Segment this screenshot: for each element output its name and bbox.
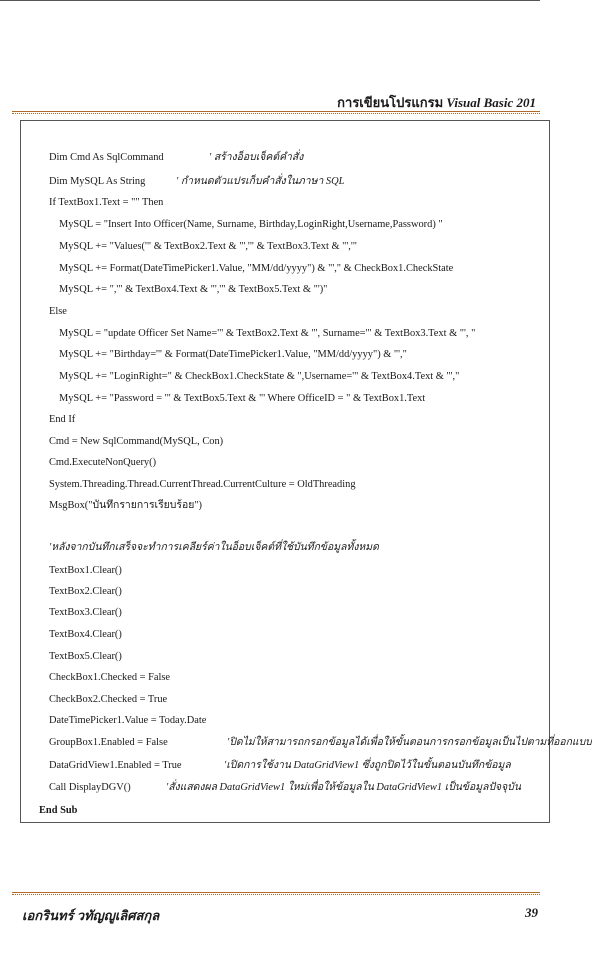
code-line xyxy=(59,348,407,362)
code-text: Else xyxy=(49,306,67,317)
code-text: End Sub xyxy=(39,805,78,816)
code-line xyxy=(59,262,453,276)
code-line xyxy=(39,804,77,818)
footer-divider xyxy=(12,892,540,895)
code-text: TextBox1.Clear() xyxy=(49,565,122,576)
header-divider xyxy=(12,111,540,114)
page-number: 39 xyxy=(525,905,538,920)
code-text: DateTimePicker1.Value = Today.Date xyxy=(49,715,207,726)
code-line xyxy=(59,392,425,406)
code-text: TextBox3.Clear() xyxy=(49,607,122,618)
code-text: System.Threading.Thread.CurrentThread.CurrentCulture = OldThreading xyxy=(49,479,356,490)
code-comment: 'หลังจากบันทึกเสร็จจะทำการเคลียร์ค่าในอ็อบเจ็คต์ที่ใช้บันทึกข้อมูลทั้งหมด xyxy=(49,542,379,553)
code-text: MySQL += Format(DateTimePicker1.Value, "MM/dd/yyyy") & "'," & CheckBox1.CheckState xyxy=(59,263,454,274)
code-text: TextBox2.Clear() xyxy=(49,586,122,597)
code-text: TextBox5.Clear() xyxy=(49,651,122,662)
code-line xyxy=(59,283,327,297)
code-line xyxy=(49,693,167,707)
code-line xyxy=(49,413,75,427)
code-line xyxy=(49,650,122,664)
code-line xyxy=(49,736,592,750)
code-line xyxy=(49,456,156,470)
code-line xyxy=(49,628,122,642)
code-line xyxy=(49,585,122,599)
code-line xyxy=(49,606,122,620)
code-line xyxy=(59,218,443,232)
page-header-title xyxy=(337,92,536,113)
code-text: Cmd.ExecuteNonQuery() xyxy=(49,457,157,468)
code-line xyxy=(59,370,459,384)
code-text: Cmd = New SqlCommand(MySQL, Con) xyxy=(49,436,224,447)
code-text: MySQL += "LoginRight=" & CheckBox1.CheckState & ",Username='" & TextBox4.Text & "'," xyxy=(59,371,460,382)
code-text: MsgBox("บันทึกรายการเรียบร้อย") xyxy=(49,500,202,511)
code-text: Dim Cmd As SqlCommand xyxy=(49,152,164,163)
code-line xyxy=(49,541,379,555)
code-listing-box xyxy=(20,120,592,823)
code-line xyxy=(49,305,67,319)
header-title-thai: การเขียนโปรแกรม xyxy=(337,95,444,110)
header-title-english: Visual Basic 201 xyxy=(446,95,536,110)
code-text: Dim MySQL As String xyxy=(49,176,146,187)
code-comment: 'ปิดไม่ให้สามารถกรอกข้อมูลได้เพื่อให้ขั้นตอนการกรอกข้อมูลเป็นไปตามที่ออกแบบ xyxy=(227,737,592,748)
code-text: If TextBox1.Text = "" Then xyxy=(49,197,164,208)
code-text: Call DisplayDGV() xyxy=(49,782,131,793)
code-text: MySQL = "update Officer Set Name='" & TextBox2.Text & "', Surname='" & TextBox3.Text & "', " xyxy=(59,328,476,339)
code-line xyxy=(49,714,206,728)
code-comment: 'สั่งแสดงผล DataGridView1 ใหม่เพื่อให้ข้อมูลใน DataGridView1 เป็นข้อมูลปัจจุบัน xyxy=(166,782,521,793)
code-comment: 'เปิดการใช้งาน DataGridView1 ซึ่งถูกปิดไว้ในขั้นตอนบันทึกข้อมูล xyxy=(224,760,511,771)
code-text: CheckBox1.Checked = False xyxy=(49,672,170,683)
code-line xyxy=(49,175,345,189)
code-line xyxy=(49,759,511,773)
code-line xyxy=(59,327,475,341)
code-text: CheckBox2.Checked = True xyxy=(49,694,168,705)
code-line xyxy=(49,781,521,795)
code-text: MySQL += "Birthday='" & Format(DateTimePicker1.Value, "MM/dd/yyyy") & "'," xyxy=(59,349,407,360)
code-text: MySQL += ",'" & TextBox4.Text & "','" & TextBox5.Text & "')" xyxy=(59,284,328,295)
code-text: End If xyxy=(49,414,76,425)
code-text: MySQL += "Values('" & TextBox2.Text & "','" & TextBox3.Text & "','" xyxy=(59,241,357,252)
code-line xyxy=(49,499,202,513)
code-comment: ' กำหนดตัวแปรเก็บคำสั่งในภาษา SQL xyxy=(176,176,345,187)
code-text: MySQL = "Insert Into Officer(Name, Surname, Birthday,LoginRight,Username,Password) " xyxy=(59,219,443,230)
code-line xyxy=(49,435,223,449)
code-line xyxy=(49,564,122,578)
code-line xyxy=(49,671,170,685)
footer-author: เอกรินทร์ วทัญญูเลิศสกุล xyxy=(22,908,160,923)
code-line xyxy=(49,151,304,165)
code-text: TextBox4.Clear() xyxy=(49,629,122,640)
code-line xyxy=(49,196,163,210)
code-text: DataGridView1.Enabled = True xyxy=(49,760,182,771)
code-text: MySQL += "Password = '" & TextBox5.Text & "' Where OfficeID = " & TextBox1.Text xyxy=(59,393,426,404)
code-comment: ' สร้างอ็อบเจ็คต์คำสั่ง xyxy=(209,152,304,163)
code-line xyxy=(49,478,356,492)
code-line xyxy=(59,240,357,254)
top-rule xyxy=(0,0,540,1)
code-text: GroupBox1.Enabled = False xyxy=(49,737,168,748)
